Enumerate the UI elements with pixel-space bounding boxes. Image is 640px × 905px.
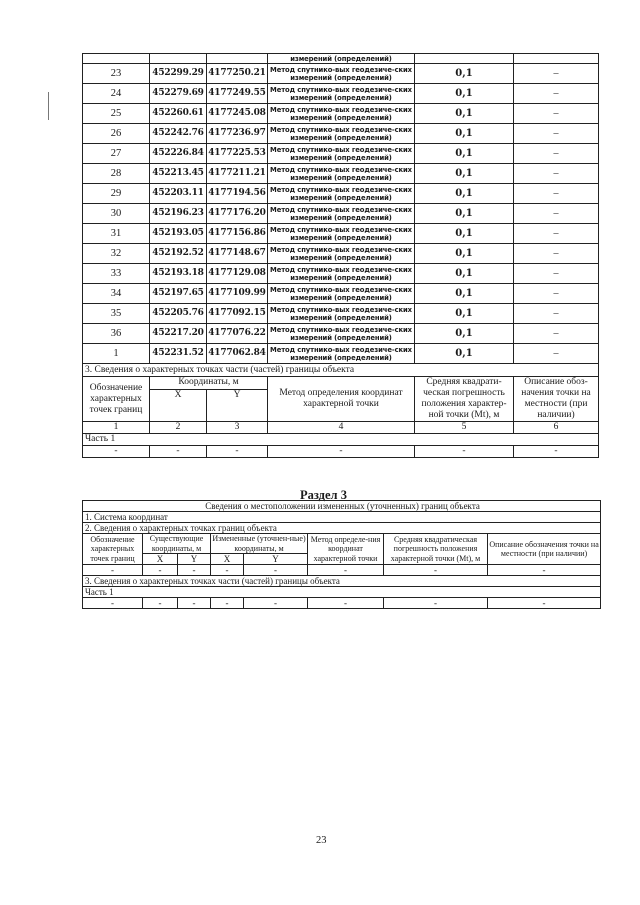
point-x: 452197.65 xyxy=(150,284,207,304)
point-number: 36 xyxy=(83,324,150,344)
point-accuracy: 0,1 xyxy=(415,344,514,364)
point-y: 4177245.08 xyxy=(207,104,268,124)
point-x: 452192.52 xyxy=(150,244,207,264)
point-accuracy: 0,1 xyxy=(415,124,514,144)
s3-empty-row xyxy=(83,565,601,576)
scan-artifact-line xyxy=(48,92,49,120)
point-y: 4177156.86 xyxy=(207,224,268,244)
point-description: – xyxy=(514,104,599,124)
s3-header-x1: X xyxy=(143,554,178,565)
point-method: Метод спутнико-вых геодезиче-ских измерений (определений) xyxy=(268,184,415,204)
col-number: 1 xyxy=(83,422,150,434)
point-method: Метод спутнико-вых геодезиче-ских измерений (определений) xyxy=(268,264,415,284)
point-x: 452226.84 xyxy=(150,144,207,164)
point-accuracy: 0,1 xyxy=(415,164,514,184)
point-x: 452217.20 xyxy=(150,324,207,344)
point-number: 24 xyxy=(83,84,150,104)
point-description: – xyxy=(514,264,599,284)
header-accuracy: Средняя квадрати-ческая погрешность положения характер-ной точки (Mt), м xyxy=(415,377,514,422)
empty-cell: - xyxy=(178,565,211,576)
point-description: – xyxy=(514,324,599,344)
point-row xyxy=(83,104,599,124)
point-description: – xyxy=(514,304,599,324)
point-description: – xyxy=(514,244,599,264)
empty-cell: - xyxy=(415,446,514,458)
coordinate-system-label: 1. Система координат xyxy=(83,512,601,523)
point-method: Метод спутнико-вых геодезиче-ских измерений (определений) xyxy=(268,164,415,184)
header-row-1 xyxy=(83,377,599,390)
empty-cell: - xyxy=(488,598,601,609)
point-y: 4177148.67 xyxy=(207,244,268,264)
empty-cell: - xyxy=(514,446,599,458)
point-accuracy: 0,1 xyxy=(415,284,514,304)
s3-header-accuracy: Средняя квадратическая погрешность положения характерной точки (Mt), м xyxy=(384,534,488,565)
point-description: – xyxy=(514,344,599,364)
point-row xyxy=(83,224,599,244)
empty-cell: - xyxy=(178,598,211,609)
point-description: – xyxy=(514,84,599,104)
point-x: 452196.23 xyxy=(150,204,207,224)
continued-method-cell: измерений (определений) xyxy=(268,54,415,64)
point-y: 4177109.99 xyxy=(207,284,268,304)
item3-row xyxy=(83,576,601,587)
empty-cell: - xyxy=(384,598,488,609)
point-y: 4177236.97 xyxy=(207,124,268,144)
point-number: 1 xyxy=(83,344,150,364)
point-row xyxy=(83,184,599,204)
part-row xyxy=(83,434,599,446)
point-x: 452242.76 xyxy=(150,124,207,144)
point-row xyxy=(83,204,599,224)
point-number: 27 xyxy=(83,144,150,164)
point-accuracy: 0,1 xyxy=(415,84,514,104)
empty-cell: - xyxy=(211,565,244,576)
s3-header-method: Метод определе-ния координат характерной точки xyxy=(308,534,384,565)
point-method: Метод спутнико-вых геодезиче-ских измерений (определений) xyxy=(268,204,415,224)
point-method: Метод спутнико-вых геодезиче-ских измерений (определений) xyxy=(268,84,415,104)
point-row xyxy=(83,284,599,304)
point-method: Метод спутнико-вых геодезиче-ских измерений (определений) xyxy=(268,124,415,144)
part-label: Часть 1 xyxy=(83,434,599,446)
point-accuracy: 0,1 xyxy=(415,224,514,244)
col-number: 5 xyxy=(415,422,514,434)
point-row xyxy=(83,344,599,364)
point-accuracy: 0,1 xyxy=(415,144,514,164)
section3-title: Раздел 3 xyxy=(300,488,347,502)
point-number: 33 xyxy=(83,264,150,284)
point-method: Метод спутнико-вых геодезиче-ских измерений (определений) xyxy=(268,284,415,304)
point-description: – xyxy=(514,124,599,144)
point-description: – xyxy=(514,64,599,84)
empty-cell: - xyxy=(488,565,601,576)
point-method: Метод спутнико-вых геодезиче-ских измерений (определений) xyxy=(268,104,415,124)
point-number: 34 xyxy=(83,284,150,304)
point-description: – xyxy=(514,184,599,204)
point-x: 452231.52 xyxy=(150,344,207,364)
header-x: X xyxy=(150,389,207,421)
point-method: Метод спутнико-вых геодезиче-ских измерений (определений) xyxy=(268,64,415,84)
empty-cell: - xyxy=(244,565,308,576)
subtitle-row xyxy=(83,501,601,512)
point-y: 4177250.21 xyxy=(207,64,268,84)
s3-header-row-1 xyxy=(83,534,601,554)
point-y: 4177211.21 xyxy=(207,164,268,184)
point-accuracy: 0,1 xyxy=(415,304,514,324)
point-y: 4177225.53 xyxy=(207,144,268,164)
point-description: – xyxy=(514,164,599,184)
point-number: 29 xyxy=(83,184,150,204)
col-number: 4 xyxy=(268,422,415,434)
point-row xyxy=(83,324,599,344)
point-accuracy: 0,1 xyxy=(415,204,514,224)
point-number: 23 xyxy=(83,64,150,84)
boundary-points-table xyxy=(82,53,599,458)
point-accuracy: 0,1 xyxy=(415,264,514,284)
point-y: 4177092.15 xyxy=(207,304,268,324)
point-x: 452213.45 xyxy=(150,164,207,184)
point-method: Метод спутнико-вых геодезиче-ских измерений (определений) xyxy=(268,244,415,264)
continued-row xyxy=(83,54,599,64)
empty-cell: - xyxy=(268,446,415,458)
point-number: 25 xyxy=(83,104,150,124)
point-description: – xyxy=(514,144,599,164)
empty-cell: - xyxy=(207,446,268,458)
point-number: 32 xyxy=(83,244,150,264)
empty-cell: - xyxy=(244,598,308,609)
s3-header-changed: Измененные (уточнен-ные) координаты, м xyxy=(212,534,306,553)
point-method: Метод спутнико-вых геодезиче-ских измерений (определений) xyxy=(268,144,415,164)
boundary-points-label: 2. Сведения о характерных точках границ объекта xyxy=(83,523,601,534)
empty-cell: - xyxy=(83,446,150,458)
point-description: – xyxy=(514,224,599,244)
point-accuracy: 0,1 xyxy=(415,324,514,344)
point-x: 452193.05 xyxy=(150,224,207,244)
empty-cell: - xyxy=(83,565,143,576)
point-row xyxy=(83,304,599,324)
point-number: 30 xyxy=(83,204,150,224)
col-number: 2 xyxy=(150,422,207,434)
point-x: 452203.11 xyxy=(150,184,207,204)
point-method: Метод спутнико-вых геодезиче-ских измерений (определений) xyxy=(268,344,415,364)
s3-header-y1: Y xyxy=(178,554,211,565)
header-coords: Координаты, м xyxy=(150,377,268,390)
point-x: 452279.69 xyxy=(150,84,207,104)
point-method: Метод спутнико-вых геодезиче-ских измерений (определений) xyxy=(268,224,415,244)
col-number: 3 xyxy=(207,422,268,434)
point-y: 4177249.55 xyxy=(207,84,268,104)
empty-cell: - xyxy=(150,446,207,458)
point-number: 28 xyxy=(83,164,150,184)
column-number-row xyxy=(83,422,599,434)
point-row xyxy=(83,144,599,164)
s3-header-y2: Y xyxy=(244,554,308,565)
point-row xyxy=(83,124,599,144)
empty-cell: - xyxy=(143,598,178,609)
section3-heading-row xyxy=(83,364,599,377)
section3-heading: 3. Сведения о характерных точках части (частей) границы объекта xyxy=(83,364,599,377)
s3-part-label: Часть 1 xyxy=(83,587,601,598)
changed-boundaries-table xyxy=(82,500,601,609)
point-accuracy: 0,1 xyxy=(415,64,514,84)
empty-cell: - xyxy=(384,565,488,576)
empty-cell: - xyxy=(83,598,143,609)
s3-header-x2: X xyxy=(211,554,244,565)
section3-subtitle: Сведения о местоположении измененных (уточненных) границ объекта xyxy=(83,501,601,512)
empty-cell: - xyxy=(143,565,178,576)
point-description: – xyxy=(514,284,599,304)
point-y: 4177076.22 xyxy=(207,324,268,344)
point-y: 4177062.84 xyxy=(207,344,268,364)
empty-cell: - xyxy=(308,598,384,609)
point-y: 4177176.20 xyxy=(207,204,268,224)
point-row xyxy=(83,244,599,264)
point-method: Метод спутнико-вых геодезиче-ских измерений (определений) xyxy=(268,304,415,324)
point-x: 452260.61 xyxy=(150,104,207,124)
point-row xyxy=(83,264,599,284)
point-accuracy: 0,1 xyxy=(415,104,514,124)
header-designation: Обозначение характерных точек границ xyxy=(83,377,150,422)
page-number: 23 xyxy=(316,835,327,846)
part-points-label: 3. Сведения о характерных точках части (частей) границы объекта xyxy=(83,576,601,587)
point-y: 4177194.56 xyxy=(207,184,268,204)
empty-cell: - xyxy=(308,565,384,576)
point-number: 31 xyxy=(83,224,150,244)
empty-row xyxy=(83,446,599,458)
point-number: 26 xyxy=(83,124,150,144)
s3-empty-row-2 xyxy=(83,598,601,609)
col-number: 6 xyxy=(514,422,599,434)
s3-header-description: Описание обозначения точки на местности (при наличии) xyxy=(488,534,601,565)
point-row xyxy=(83,84,599,104)
point-description: – xyxy=(514,204,599,224)
point-row xyxy=(83,164,599,184)
point-number: 35 xyxy=(83,304,150,324)
header-y: Y xyxy=(207,389,268,421)
item2-row xyxy=(83,523,601,534)
header-description: Описание обоз-начения точки на местности (при наличии) xyxy=(514,377,599,422)
empty-cell: - xyxy=(211,598,244,609)
point-x: 452299.29 xyxy=(150,64,207,84)
header-method: Метод определения координат характерной точки xyxy=(268,377,415,422)
s3-part-row xyxy=(83,587,601,598)
point-y: 4177129.08 xyxy=(207,264,268,284)
s3-header-existing: Существующие координаты, м xyxy=(143,534,211,554)
point-x: 452193.18 xyxy=(150,264,207,284)
point-accuracy: 0,1 xyxy=(415,244,514,264)
s3-header-designation: Обозначение характерных точек границ xyxy=(83,534,143,565)
item1-row xyxy=(83,512,601,523)
point-method: Метод спутнико-вых геодезиче-ских измерений (определений) xyxy=(268,324,415,344)
point-x: 452205.76 xyxy=(150,304,207,324)
point-accuracy: 0,1 xyxy=(415,184,514,204)
point-row xyxy=(83,64,599,84)
